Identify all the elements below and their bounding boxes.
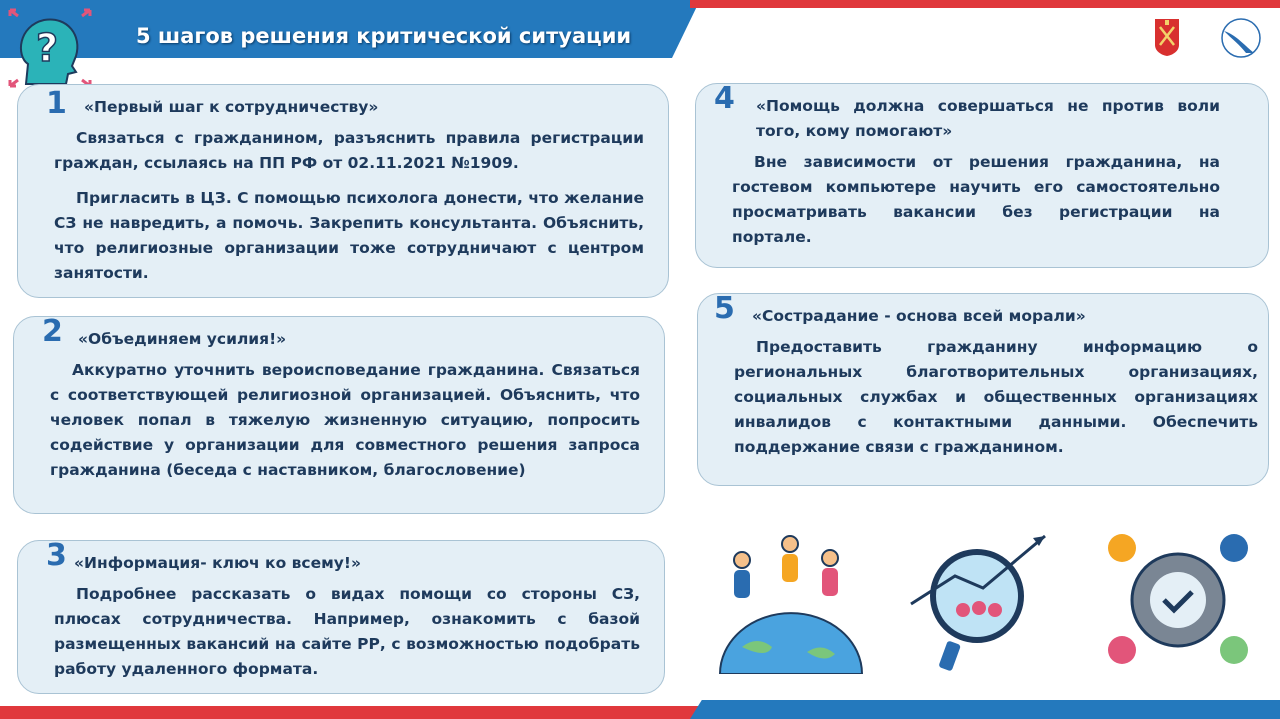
step-text: Связаться с гражданином, разъяснить правила регистрации граждан, ссылаясь на ПП РФ от 02.11.2021 №1909. — [54, 129, 644, 172]
step-text: Пригласить в ЦЗ. С помощью психолога донести, что желание СЗ не навредить, а помочь. Закрепить консультанта. Объяснить, что религиозные организации тоже сотрудничают с центром занятости. — [54, 189, 644, 282]
step-title: «Первый шаг к сотрудничеству» — [84, 98, 379, 116]
step-text: Предоставить гражданину информацию о региональных благотворительных организациях, социальных службах и общественных организациях инвалидов с контактными данными. Обеспечить поддержание связи с гражданином. — [734, 338, 1258, 456]
employment-service-logo — [1218, 17, 1264, 59]
head-question-icon — [6, 6, 94, 90]
footer-red-stripe — [0, 706, 700, 719]
step-text: Подробнее рассказать о видах помощи со стороны СЗ, плюсах сотрудничества. Например, ознакомить с базой размещенных вакансий на сайте РР, с возможностью подобрать работу удаленного формата. — [54, 585, 640, 678]
footer-blue-stripe — [690, 700, 1280, 719]
step-5-card — [697, 293, 1269, 486]
step-3-card — [17, 540, 665, 694]
step-number: 1 — [46, 86, 67, 121]
step-number: 5 — [714, 291, 735, 326]
step-4-card — [695, 83, 1269, 268]
coat-of-arms-logo — [1154, 17, 1180, 57]
team-check-icon — [1100, 528, 1256, 670]
step-title: «Объединяем усилия!» — [78, 330, 287, 348]
step-number: 4 — [714, 81, 735, 116]
step-2-card — [13, 316, 665, 514]
magnifier-growth-icon — [905, 530, 1061, 672]
step-text: Вне зависимости от решения гражданина, на гостевом компьютере научить его самостоятельно просматривать вакансии без регистрации на портале. — [732, 153, 1220, 246]
svg-text:?: ? — [36, 26, 59, 70]
step-1-card — [17, 84, 669, 298]
step-number: 2 — [42, 314, 63, 349]
step-text: Аккуратно уточнить вероисповедание гражданина. Связаться с соответствующей религиозной организацией. Объяснить, что человек попал в тяжелую жизненную ситуацию, попросить содействие у организации для совместного решения запроса гражданина (беседа с наставником, благословение) — [50, 361, 640, 479]
step-title: «Помощь должна совершаться не против воли того, кому помогают» — [756, 97, 1220, 140]
step-title: «Информация- ключ ко всему!» — [74, 554, 361, 572]
header-red-stripe — [690, 0, 1280, 8]
people-on-globe-icon — [712, 532, 868, 674]
step-number: 3 — [46, 538, 67, 573]
step-title: «Сострадание - основа всей морали» — [752, 307, 1086, 325]
page-title: 5 шагов решения критической ситуации — [136, 24, 632, 48]
